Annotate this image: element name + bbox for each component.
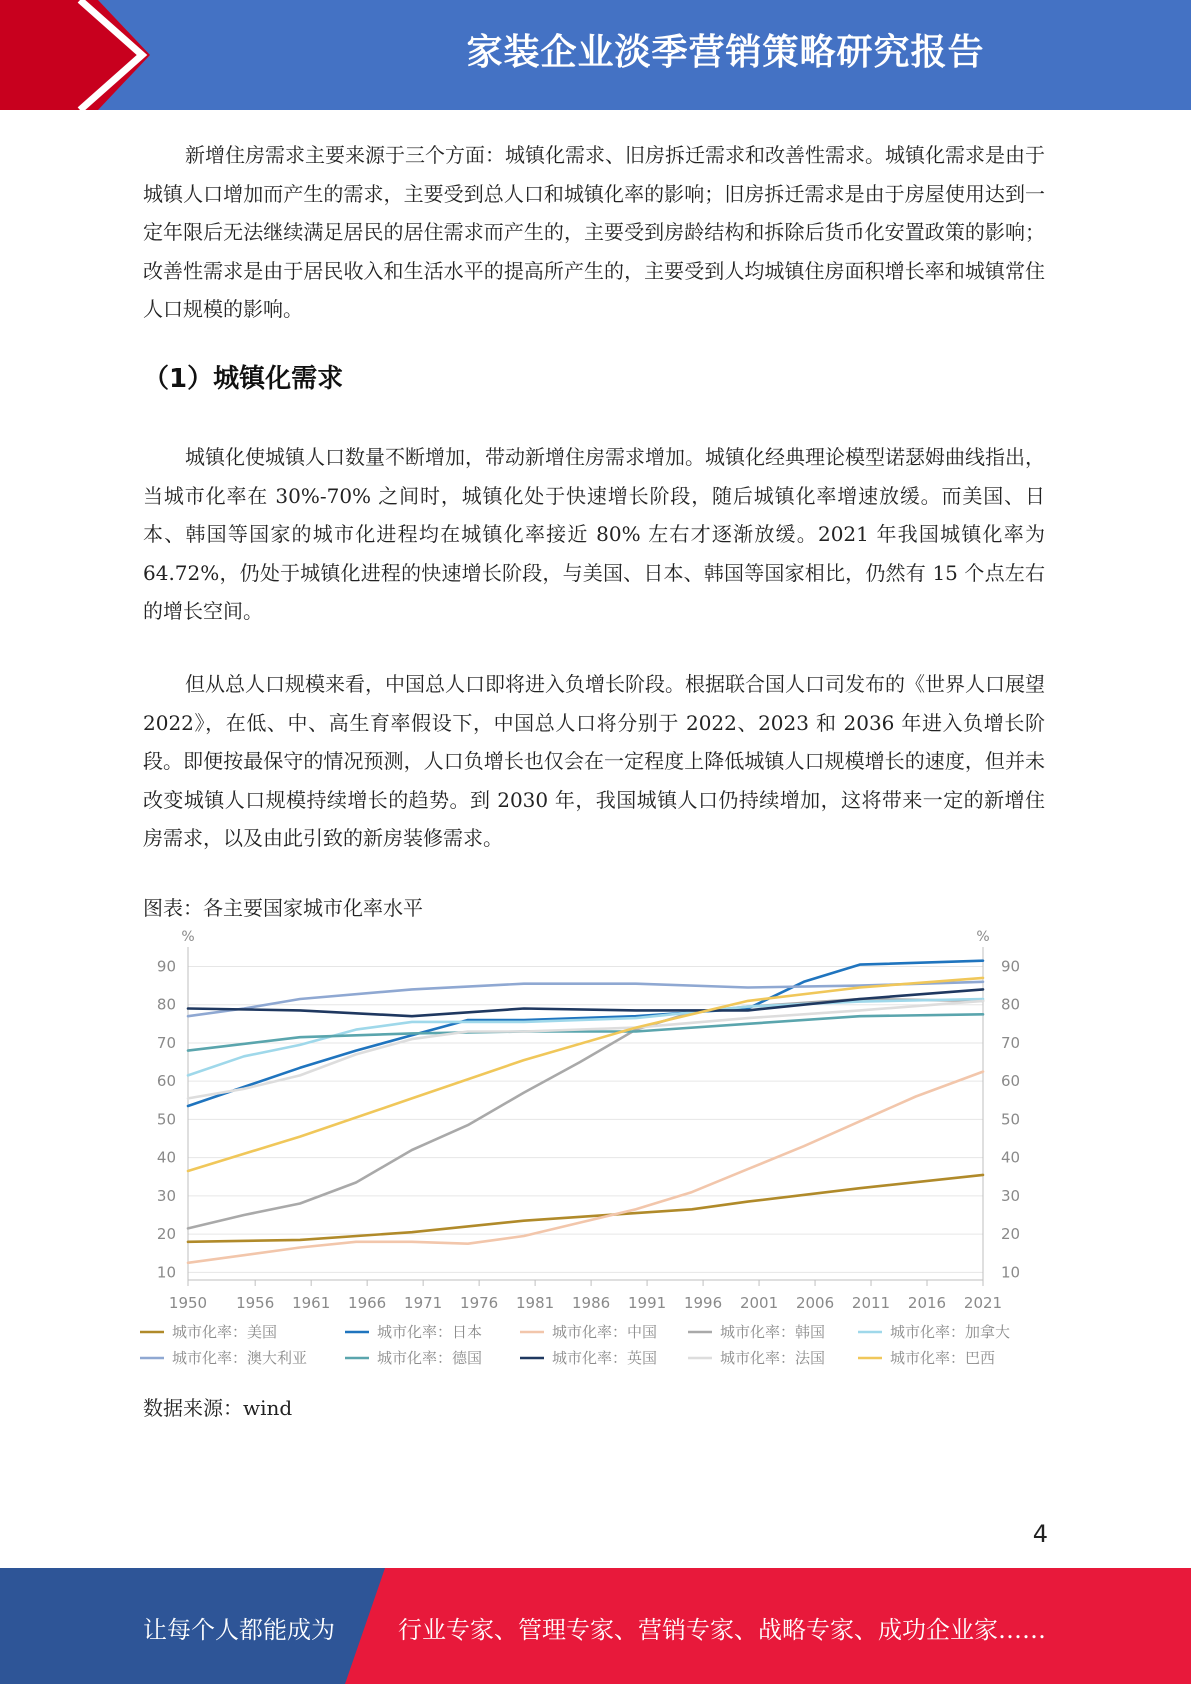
urbanization-rate-chart <box>130 925 1050 1385</box>
y-tick-label-left: 40 <box>156 1148 176 1167</box>
page-number: 4 <box>1032 1520 1048 1548</box>
legend-label: 城市化率：德国 <box>377 1349 483 1367</box>
series-line <box>188 978 983 1171</box>
x-tick-label: 1991 <box>627 1294 667 1312</box>
page-header <box>0 0 1191 110</box>
x-tick-label: 1956 <box>236 1294 275 1312</box>
y-tick-label-right: 60 <box>1001 1072 1021 1091</box>
y-unit-label-left: % <box>181 929 195 945</box>
x-tick-label: 2011 <box>851 1294 891 1312</box>
data-source: 数据来源：wind <box>143 1396 293 1420</box>
x-tick-label: 1950 <box>168 1294 208 1312</box>
footer-slogan-left: 让每个人都能成为 <box>143 1616 335 1644</box>
legend-label: 城市化率：日本 <box>377 1323 483 1341</box>
urbanization-paragraph: 城镇化使城镇人口数量不断增加，带动新增住房需求增加。城镇化经典理论模型诺瑟姆曲线指出，当城市化率在 30%-70% 之间时，城镇化处于快速增长阶段，随后城镇化率增速放缓。而美国、日本、韩国等国家的城市化进程均在城镇化率接近 80% 左右才逐渐放缓。2021 年我国城镇化率为 64.72%，仍处于城镇化进程的快速增长阶段，与美国、日本、韩国等国家相比，仍然有 15 个点左右的增长空间。 <box>143 445 1045 623</box>
legend-label: 城市化率：美国 <box>172 1323 278 1341</box>
y-tick-label-left: 80 <box>156 995 176 1014</box>
y-tick-label-right: 50 <box>1001 1110 1021 1129</box>
x-tick-label: 1961 <box>292 1294 331 1312</box>
population-paragraph: 但从总人口规模来看，中国总人口即将进入负增长阶段。根据联合国人口司发布的《世界人口展望 2022》，在低、中、高生育率假设下，中国总人口将分别于 2022、2023 和 2036 年进入负增长阶段。即便按最保守的情况预测，人口负增长也仅会在一定程度上降低城镇人口规模增长的速度，但并未改变城镇人口规模持续增长的趋势。到 2030 年，我国城镇人口仍持续增加，这将带来一定的新增住房需求，以及由此引致的新房装修需求。 <box>143 672 1045 850</box>
header-arrow-decoration <box>0 0 150 110</box>
y-tick-label-right: 30 <box>1001 1186 1021 1205</box>
legend-label: 城市化率：法国 <box>720 1349 826 1367</box>
series-line <box>188 999 983 1228</box>
y-unit-label-right: % <box>976 929 990 945</box>
y-tick-label-left: 90 <box>156 957 176 976</box>
y-tick-label-left: 70 <box>156 1033 176 1052</box>
legend-label: 城市化率：韩国 <box>720 1323 826 1341</box>
legend-label: 城市化率：巴西 <box>890 1349 996 1367</box>
x-tick-label: 1966 <box>348 1294 387 1312</box>
x-tick-label: 2021 <box>963 1294 1003 1312</box>
report-title: 家装企业淡季营销策略研究报告 <box>466 32 985 73</box>
x-tick-label: 1971 <box>404 1294 443 1312</box>
y-tick-label-right: 90 <box>1001 957 1021 976</box>
y-tick-label-right: 20 <box>1001 1225 1021 1244</box>
footer-slogan-right: 行业专家、管理专家、营销专家、战略专家、成功企业家…… <box>398 1616 1046 1644</box>
y-tick-label-right: 80 <box>1001 995 1021 1014</box>
x-tick-label: 1986 <box>572 1294 611 1312</box>
x-tick-label: 2001 <box>739 1294 779 1312</box>
y-tick-label-left: 30 <box>156 1186 176 1205</box>
section-heading: （1）城镇化需求 <box>143 364 344 394</box>
x-tick-label: 2006 <box>795 1294 835 1312</box>
y-tick-label-left: 50 <box>156 1110 176 1129</box>
x-tick-label: 1996 <box>683 1294 723 1312</box>
legend-label: 城市化率：加拿大 <box>890 1323 1011 1341</box>
y-tick-label-left: 20 <box>156 1225 176 1244</box>
legend-label: 城市化率：中国 <box>552 1323 658 1341</box>
y-tick-label-left: 60 <box>156 1072 176 1091</box>
y-tick-label-right: 40 <box>1001 1148 1021 1167</box>
y-tick-label-right: 10 <box>1001 1263 1021 1282</box>
x-tick-label: 1976 <box>460 1294 499 1312</box>
x-tick-label: 2016 <box>907 1294 947 1312</box>
y-tick-label-left: 10 <box>156 1263 176 1282</box>
legend-label: 城市化率：英国 <box>552 1349 658 1367</box>
series-line <box>188 1175 983 1242</box>
legend-label: 城市化率：澳大利亚 <box>172 1349 308 1367</box>
x-tick-label: 1981 <box>516 1294 555 1312</box>
intro-paragraph: 新增住房需求主要来源于三个方面：城镇化需求、旧房拆迁需求和改善性需求。城镇化需求是由于城镇人口增加而产生的需求，主要受到总人口和城镇化率的影响；旧房拆迁需求是由于房屋使用达到一定年限后无法继续满足居民的居住需求而产生的，主要受到房龄结构和拆除后货币化安置政策的影响；改善性需求是由于居民收入和生活水平的提高所产生的，主要受到人均城镇住房面积增长率和城镇常住人口规模的影响。 <box>143 143 1045 321</box>
chart-caption: 图表：各主要国家城市化率水平 <box>143 896 423 920</box>
y-tick-label-right: 70 <box>1001 1033 1021 1052</box>
